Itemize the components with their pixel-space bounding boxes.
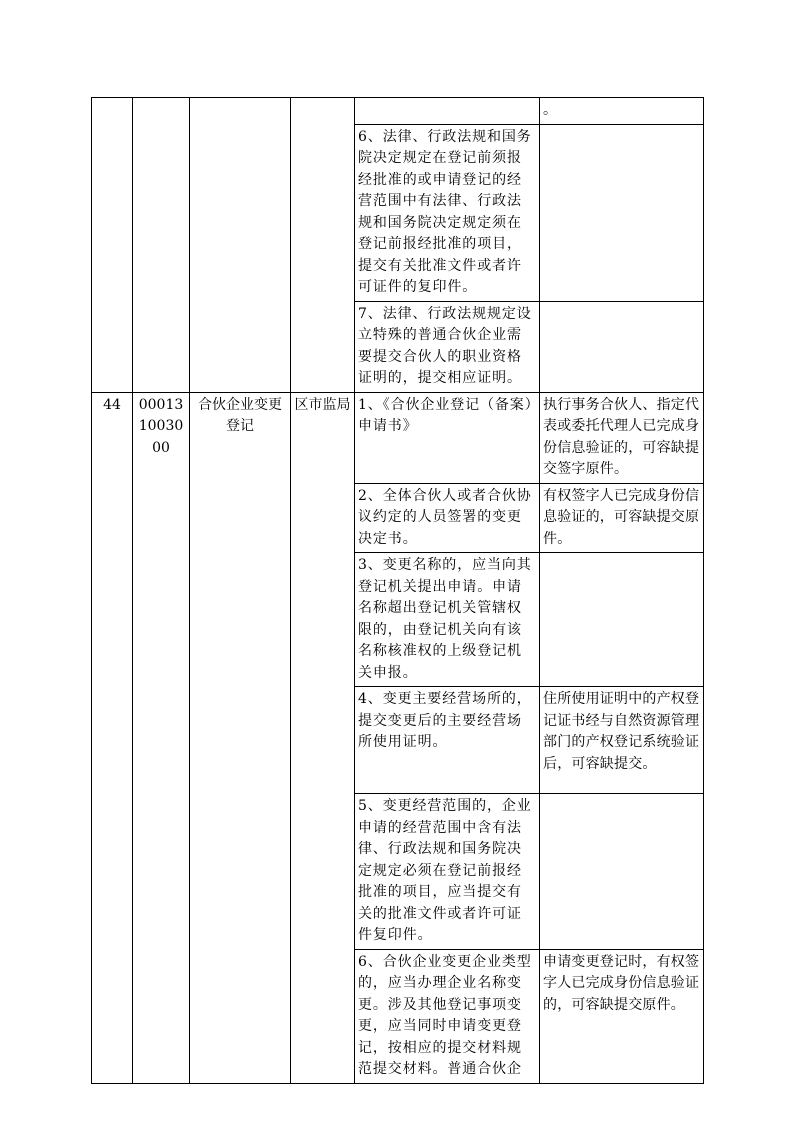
code-cell-empty	[133, 98, 190, 393]
seq-cell-empty	[92, 98, 133, 393]
note-cell: 。	[540, 98, 704, 125]
material-cell: 3、变更名称的，应当向其登记机关提出申请。申请名称超出登记机关管辖权限的，由登记机关向有该名称核准权的上级登记机关申报。	[355, 553, 540, 687]
material-cell-empty	[355, 98, 540, 125]
material-cell: 6、合伙企业变更企业类型的，应当办理企业名称变更。涉及其他登记事项变更，应当同时申请变更登记，按相应的提交材料规范提交材料。普通合伙企	[355, 949, 540, 1083]
note-cell: 住所使用证明中的产权登记证书经与自然资源管理部门的产权登记系统验证后，可容缺提交。	[540, 687, 704, 794]
note-cell	[540, 794, 704, 950]
note-cell: 申请变更登记时，有权签字人已完成身份信息验证的，可容缺提交原件。	[540, 949, 704, 1083]
note-cell	[540, 301, 704, 392]
note-cell: 有权签字人已完成身份信息验证的，可容缺提交原件。	[540, 483, 704, 553]
table-row	[92, 392, 704, 483]
material-cell: 1、《合伙企业登记（备案）申请书》	[355, 392, 540, 483]
dept-cell-empty	[291, 98, 355, 393]
material-cell: 6、法律、行政法规和国务院决定规定在登记前须报经批准的或申请登记的经营范围中有法律、行政法规和国务院决定规定须在登记前报经批准的项目，提交有关批准文件或者许可证件的复印件。	[355, 124, 540, 301]
material-cell: 4、变更主要经营场所的，提交变更后的主要经营场所使用证明。	[355, 687, 540, 794]
note-cell	[540, 553, 704, 687]
table-row	[92, 98, 704, 125]
seq-cell: 44	[92, 392, 133, 1083]
department-cell: 区市监局	[291, 392, 355, 1083]
material-cell: 7、法律、行政法规规定设立特殊的普通合伙企业需要提交合伙人的职业资格证明的，提交相应证明。	[355, 301, 540, 392]
item-name-cell: 合伙企业变更登记	[190, 392, 291, 1083]
note-cell: 执行事务合伙人、指定代表或委托代理人已完成身份信息验证的，可容缺提交签字原件。	[540, 392, 704, 483]
note-cell	[540, 124, 704, 301]
material-cell: 2、全体合伙人或者合伙协议约定的人员签署的变更决定书。	[355, 483, 540, 553]
code-cell: 000131003000	[133, 392, 190, 1083]
name-cell-empty	[190, 98, 291, 393]
materials-table	[91, 97, 704, 1084]
material-cell: 5、变更经营范围的，企业申请的经营范围中含有法律、行政法规和国务院决定规定必须在登记前报经批准的项目，应当提交有关的批准文件或者许可证件复印件。	[355, 794, 540, 950]
